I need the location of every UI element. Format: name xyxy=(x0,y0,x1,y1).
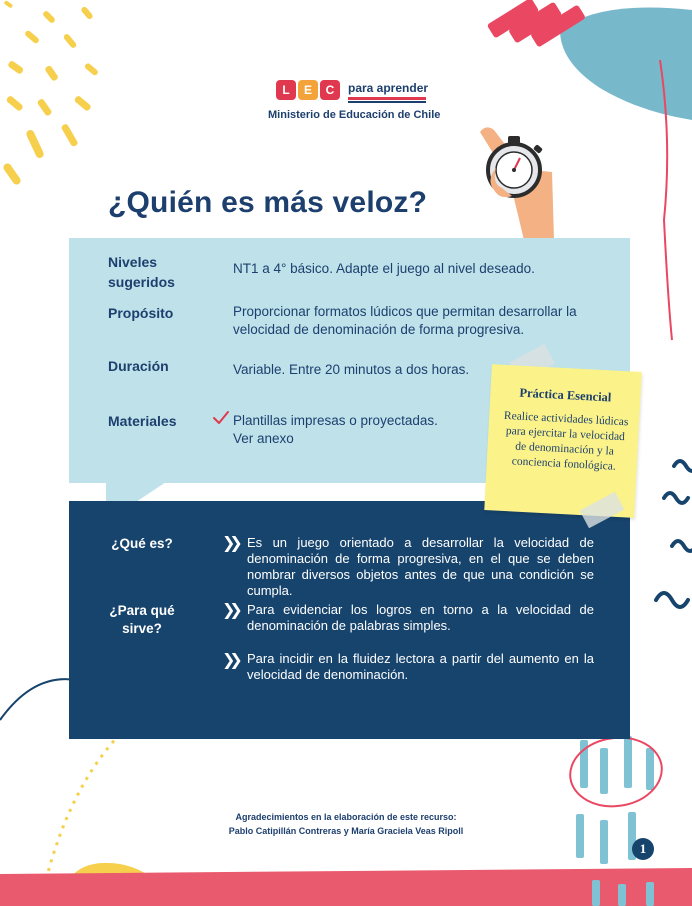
label-proposito: Propósito xyxy=(108,305,174,321)
credits-line-1: Agradecimientos en la elaboración de este recurso: xyxy=(235,812,457,822)
text-para-que-2: Para incidir en la fluidez lectora a partir del aumento en la velocidad de denominación. xyxy=(247,651,594,682)
text-para-que-1: Para evidenciar los logros en torno a la velocidad de denominación de palabras simples. xyxy=(247,602,594,633)
logo-letter-e: E xyxy=(298,80,318,100)
page-number: 1 xyxy=(632,838,654,860)
label-materiales: Materiales xyxy=(108,413,177,429)
value-duracion: Variable. Entre 20 minutos a dos horas. xyxy=(233,362,470,377)
label-para-que: ¿Para qué sirve? xyxy=(109,603,175,636)
logo-letter-l: L xyxy=(276,80,296,100)
double-chevron-icon: ❯❯ xyxy=(222,535,237,552)
sticky-text: Realice actividades lúdicas para ejercitar la velocidad de denominación y la conciencia fonológica. xyxy=(503,409,629,473)
value-materiales: Plantillas impresas o proyectadas. xyxy=(233,413,438,428)
stopwatch-hand-icon xyxy=(472,120,562,240)
label-niveles: Niveles sugeridos xyxy=(108,254,175,290)
logo-word: para aprender xyxy=(348,81,429,95)
label-que-es: ¿Qué es? xyxy=(111,536,173,551)
page-title: ¿Quién es más veloz? xyxy=(108,186,428,219)
double-chevron-icon: ❯❯ xyxy=(222,602,237,619)
value-materiales-anexo: Ver anexo xyxy=(233,431,294,446)
double-chevron-icon: ❯❯ xyxy=(222,652,237,669)
sticky-note xyxy=(484,364,641,518)
logo-letter-c: C xyxy=(320,80,340,100)
credits-line-2: Pablo Catipillán Contreras y María Graciela Veas Ripoll xyxy=(228,826,464,836)
text-que-es: Es un juego orientado a desarrollar la velocidad de denominación de forma progresiva, en el que se deben nombrar diversos objetos antes de que una condición se cumpla. xyxy=(247,535,594,598)
label-duracion: Duración xyxy=(108,358,169,374)
value-proposito: Proporcionar formatos lúdicos que permitan desarrollar la velocidad de denominación de forma progresiva. xyxy=(233,304,577,337)
ministry-name: Ministerio de Educación de Chile xyxy=(268,109,441,121)
value-niveles: NT1 a 4° básico. Adapte el juego al nivel deseado. xyxy=(233,261,535,276)
sticky-title: Práctica Esencial xyxy=(519,385,612,405)
checkmark-icon xyxy=(212,410,230,426)
